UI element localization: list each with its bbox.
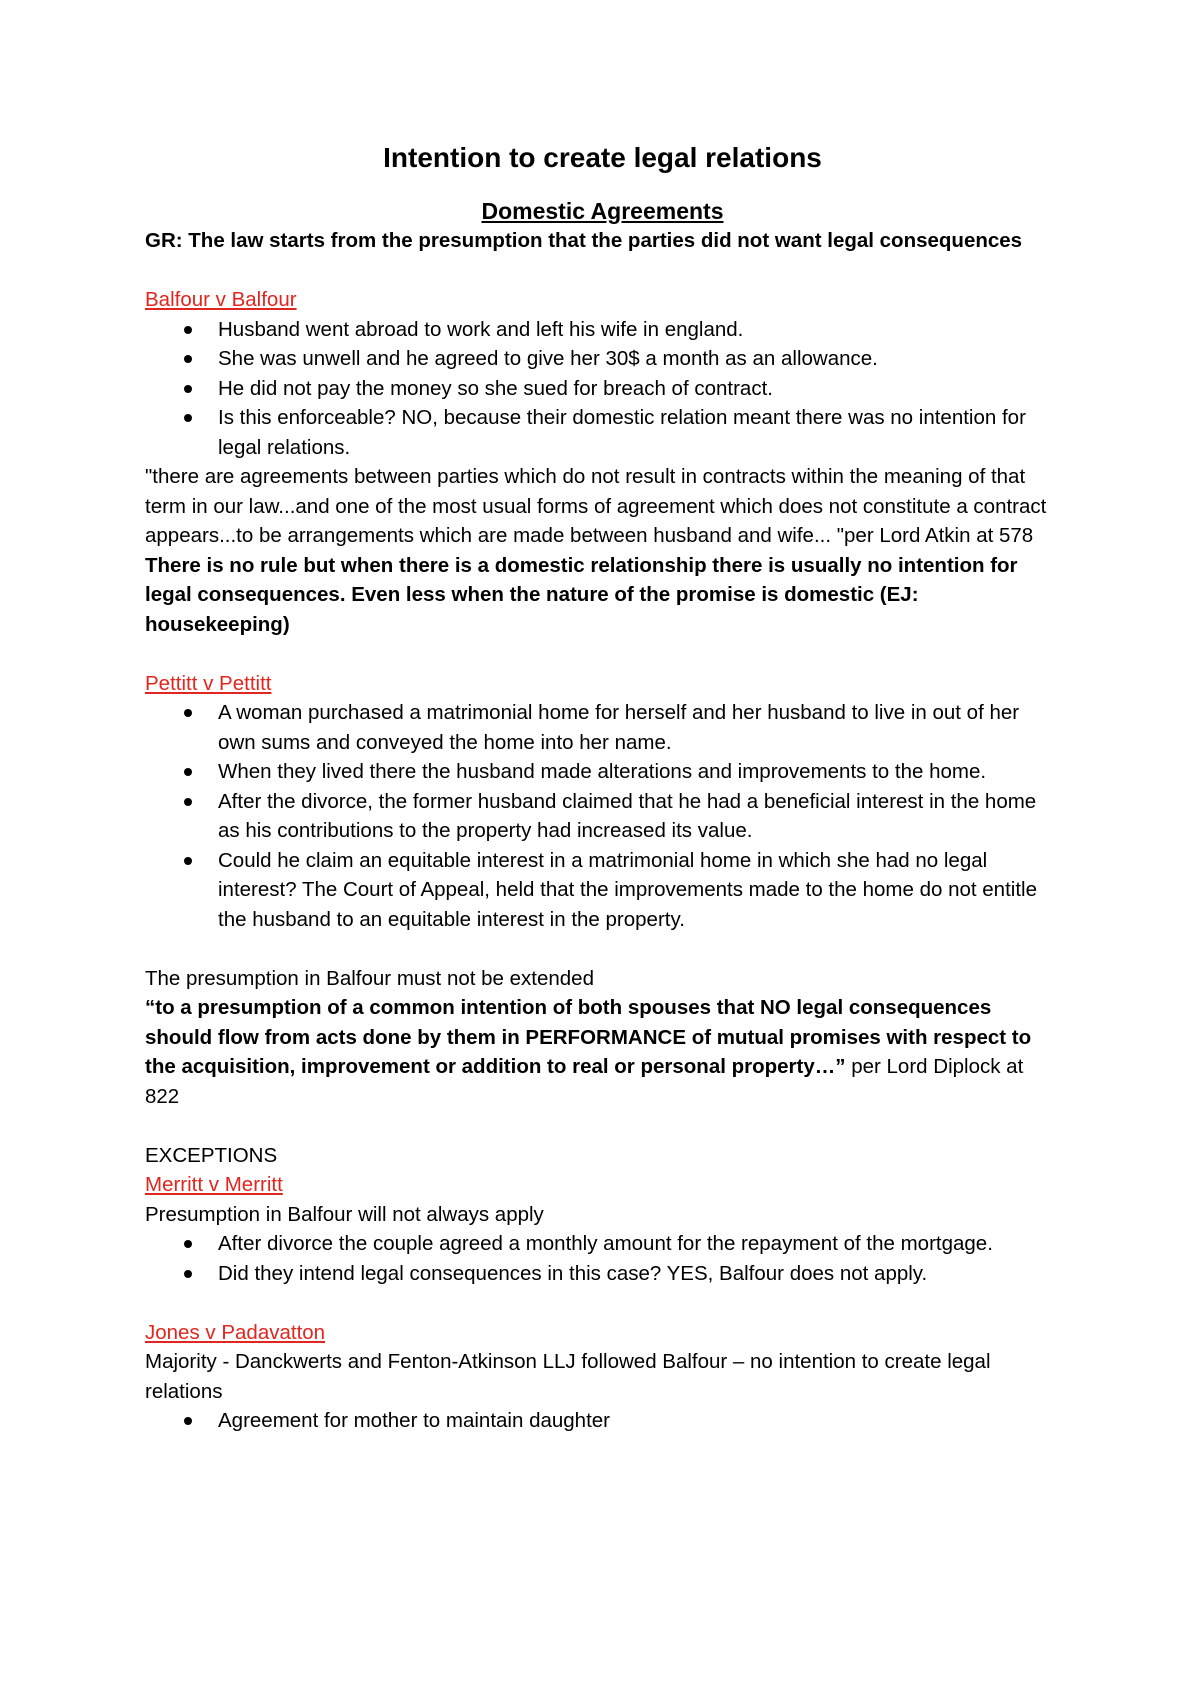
list-item-text: When they lived there the husband made alterations and improvements to the home. [218, 760, 987, 783]
list-item-text: Husband went abroad to work and left his wife in england. [218, 317, 744, 341]
list-item-text: Is this enforceable? NO, because their domestic relation meant there was no intention for legal relations. [218, 406, 1026, 459]
bullet-icon [184, 798, 192, 806]
spacer [145, 934, 1060, 964]
lord-diplock-quote [145, 993, 1060, 1111]
merritt-bullet-list [145, 1229, 1060, 1288]
list-item [218, 1229, 1060, 1259]
list-item-text: She was unwell and he agreed to give her 30$ a month as an allowance. [218, 347, 878, 370]
bullet-icon [184, 1270, 192, 1278]
balfour-rule: There is no rule but when there is a domestic relationship there is usually no intention for legal consequences. Even less when the nature of the promise is domestic (EJ: housekeeping) [145, 553, 1018, 636]
bullet-icon [184, 1417, 192, 1425]
case-heading-pettitt [145, 669, 1060, 699]
lord-diplock-quote-text: “to a presumption of a common intention of both spouses that NO legal consequences should flow from acts done by them in PERFORMANCE of mutual promises with respect to the acquisition, improvement or addition to real or personal property…” [145, 996, 1032, 1078]
list-item [218, 787, 1060, 846]
lord-atkin-quote: "there are agreements between parties which do not result in contracts within the meaning of that term in our law...and one of the most usual forms of agreement which does not constitute a contract appears...to be arrangements which are made between husband and wife... "per Lord Atkin at 578 [145, 465, 1047, 547]
case-heading-jones [145, 1318, 1060, 1348]
list-item-text: Could he claim an equitable interest in a matrimonial home in which she had no legal interest? The Court of Appeal, held that the improvements made to the home do not entitle the husband to an equitable interest in the property. [218, 848, 1037, 931]
jones-intro: Majority - Danckwerts and Fenton-Atkinson LLJ followed Balfour – no intention to create legal relations [145, 1350, 991, 1403]
case-heading-balfour [145, 285, 1060, 315]
list-item [218, 315, 1060, 345]
list-item [218, 403, 1060, 462]
bullet-icon [184, 414, 192, 422]
case-link-pettitt[interactable]: Pettitt v Pettitt [145, 671, 272, 695]
case-heading-merritt [145, 1170, 1060, 1200]
list-item [218, 757, 1060, 787]
general-rule: GR: The law starts from the presumption that the parties did not want legal consequences [145, 229, 1023, 252]
section-heading-domestic-agreements: Domestic Agreements [481, 198, 724, 224]
document-title: Intention to create legal relations [383, 142, 822, 173]
list-item [218, 344, 1060, 374]
balfour-bullet-list [145, 315, 1060, 463]
list-item [218, 1259, 1060, 1289]
bullet-icon [184, 768, 192, 776]
case-link-merritt[interactable]: Merritt v Merritt [145, 1173, 283, 1196]
exceptions-heading: EXCEPTIONS [145, 1143, 278, 1167]
spacer [145, 256, 1060, 286]
case-link-jones[interactable]: Jones v Padavatton [145, 1320, 326, 1344]
list-item-text: Agreement for mother to maintain daughter [218, 1409, 610, 1432]
list-item-text: After the divorce, the former husband claimed that he had a beneficial interest in the home as his contributions to the property had increased its value. [218, 789, 1037, 842]
spacer [145, 1288, 1060, 1318]
case-link-balfour[interactable]: Balfour v Balfour [145, 288, 297, 311]
merritt-intro: Presumption in Balfour will not always apply [145, 1202, 544, 1226]
list-item-text: Did they intend legal consequences in this case? YES, Balfour does not apply. [218, 1261, 928, 1285]
list-item [218, 846, 1060, 935]
spacer [145, 1111, 1060, 1141]
list-item [218, 698, 1060, 757]
lord-diplock-attribution: per Lord Diplock at 822 [145, 1055, 1024, 1108]
bullet-icon [184, 326, 192, 334]
presumption-intro: The presumption in Balfour must not be extended [145, 966, 594, 990]
jones-bullet-list [145, 1406, 1060, 1436]
spacer [145, 639, 1060, 669]
list-item [218, 1406, 1060, 1436]
list-item-text: He did not pay the money so she sued for breach of contract. [218, 376, 773, 400]
list-item-text: A woman purchased a matrimonial home for herself and her husband to live in out of her own sums and conveyed the home into her name. [218, 701, 1020, 754]
bullet-icon [184, 385, 192, 393]
list-item-text: After divorce the couple agreed a monthly amount for the repayment of the mortgage. [218, 1232, 993, 1255]
list-item [218, 374, 1060, 404]
bullet-icon [184, 857, 192, 865]
pettitt-bullet-list [145, 698, 1060, 934]
bullet-icon [184, 1240, 192, 1248]
bullet-icon [184, 709, 192, 717]
bullet-icon [184, 355, 192, 363]
